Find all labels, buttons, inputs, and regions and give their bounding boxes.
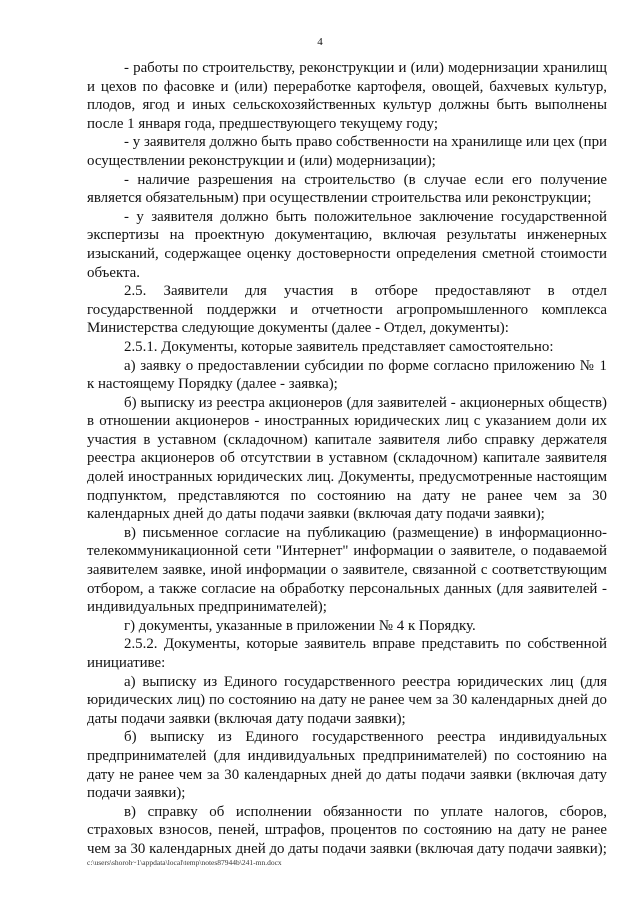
paragraph-ownership-right: - у заявителя должно быть право собственности на хранилище или цех (при осуществлении реконструкции и (или) модернизации); [87, 134, 607, 169]
document-body [87, 59, 607, 859]
paragraph-item-b-egrip: б) выписку из Единого государственного реестра индивидуальных предпринимателей (для индивидуальных предпринимателей) по состоянию на дату не ранее чем за 30 календарных дней до даты подачи заявки (включая дату подачи заявки); [87, 729, 607, 802]
paragraph-item-g-documents: г) документы, указанные в приложении № 4 к Порядку. [124, 617, 476, 634]
paragraph-works-deadline: - работы по строительству, реконструкции и (или) модернизации хранилищ и цехов по фасовке и (или) переработке картофеля, овощей, бахчевых культур, плодов, ягод и иных сельскохозяйственных культур должны быть выполнены после 1 января года, предшествующего текущему году; [87, 60, 607, 132]
paragraph-state-expertise: - у заявителя должно быть положительное заключение государственной экспертизы на проектную документацию, включая результаты инженерных изысканий, содержащее оценку достоверности определения сметной стоимости объекта. [87, 208, 607, 281]
paragraph-section-2-5: 2.5. Заявители для участия в отборе предоставляют в отдел государственной поддержки и отчетности агропромышленного комплекса Министерства следующие документы (далее - Отдел, документы): [87, 283, 607, 337]
paragraph-item-a-egrul: а) выписку из Единого государственного реестра юридических лиц (для юридических лиц) по состоянию на дату не ранее чем за 30 календарных дней до даты подачи заявки (включая дату подачи заявки); [87, 673, 607, 727]
paragraph-item-b-shareholders: б) выписку из реестра акционеров (для заявителей - акционерных обществ) в отношении акционеров - иностранных юридических лиц с указанием доли их участия в уставном (складочном) капитале заявителя либо справку держателя реестра акционеров об отсутствии в уставном (складочном) капитале заявителя долей иностранных юридических лиц. Документы, предусмотренные настоящим подпунктом, представляются по состоянию на дату не ранее чем за 30 календарных дней до даты подачи заявки (включая дату подачи заявки); [87, 394, 607, 523]
paragraph-item-v-tax-certificate: в) справку об исполнении обязанности по уплате налогов, сборов, страховых взносов, пеней, штрафов, процентов по состоянию на дату не ранее чем за 30 календарных дней до даты подачи заявки (включая дату подачи заявки); [87, 803, 607, 857]
paragraph-item-a-application: а) заявку о предоставлении субсидии по форме согласно приложению № 1 к настоящему Порядку (далее - заявка); [87, 357, 607, 393]
footer-file-path: c:\users\shoroh~1\appdata\local\temp\notes87944b\241-mn.docx [87, 858, 282, 867]
paragraph-construction-permit: - наличие разрешения на строительство (в случае если его получение является обязательным) при осуществлении строительства или реконструкции; [87, 171, 607, 207]
paragraph-item-v-consent: в) письменное согласие на публикацию (размещение) в информационно-телекоммуникационной сети "Интернет" информации о заявителе, о подаваемой заявителем заявке, иной информации о заявителе, связанной с соответствующим отбором, а также согласие на обработку персональных данных (для заявителей - индивидуальных предпринимателей); [87, 524, 607, 616]
paragraph-section-2-5-2: 2.5.2. Документы, которые заявитель вправе представить по собственной инициативе: [87, 636, 607, 671]
page-number: 4 [317, 36, 323, 48]
paragraph-section-2-5-1: 2.5.1. Документы, которые заявитель представляет самостоятельно: [124, 338, 554, 355]
